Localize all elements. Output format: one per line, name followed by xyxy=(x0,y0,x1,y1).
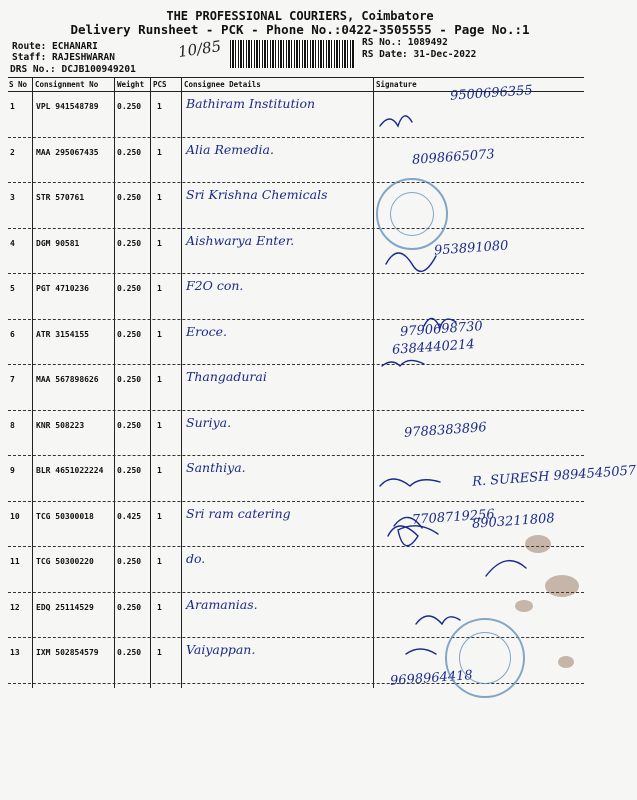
cell-pcs: 1 xyxy=(157,102,162,111)
cell-signature-handwritten: R. SURESH 9894545057 xyxy=(471,462,637,490)
cell-pcs: 1 xyxy=(157,648,162,657)
cell-consignment-no: KNR 508223 xyxy=(36,420,85,430)
rs-date: RS Date: 31-Dec-2022 xyxy=(362,49,477,60)
cell-pcs: 1 xyxy=(157,329,162,339)
barcode xyxy=(230,40,355,68)
cell-pcs: 1 xyxy=(157,147,162,157)
cell-consignee-handwritten: Alia Remedia. xyxy=(186,141,274,157)
cell-sno: 7 xyxy=(10,375,15,384)
cell-weight: 0.250 xyxy=(117,193,142,202)
table-top-rule xyxy=(8,77,584,78)
column-header-sno: S No xyxy=(9,80,28,89)
cell-weight: 0.250 xyxy=(117,238,142,248)
cell-sno: 10 xyxy=(10,511,20,521)
cell-consignee-handwritten: Vaiyappan. xyxy=(186,642,256,657)
cell-consignee-handwritten: Bathiram Institution xyxy=(186,96,316,111)
cell-sno: 2 xyxy=(10,147,15,157)
cell-signature-handwritten: 7708719256 xyxy=(411,507,496,528)
column-header-weight: Weight xyxy=(117,80,145,89)
column-header-consignment: Consignment No xyxy=(35,80,99,89)
cell-pcs: 1 xyxy=(157,466,162,475)
cell-weight: 0.250 xyxy=(117,466,142,475)
cell-weight: 0.425 xyxy=(117,511,142,521)
cell-consignment-no: VPL 941548789 xyxy=(36,102,99,111)
column-header-consignee: Consignee Details xyxy=(184,80,261,89)
cell-consignment-no: MAA 295067435 xyxy=(36,147,99,157)
cell-consignee-handwritten: F2O con. xyxy=(186,278,244,293)
cell-sno: 6 xyxy=(10,329,15,339)
cell-pcs: 1 xyxy=(157,284,162,293)
cell-consignment-no: TCG 50300018 xyxy=(36,511,94,521)
cell-sno: 9 xyxy=(10,466,15,475)
cell-consignment-no: EDQ 25114529 xyxy=(36,602,94,612)
column-divider xyxy=(181,78,182,688)
cell-consignment-no: BLR 4651022224 xyxy=(36,466,104,475)
column-divider xyxy=(114,78,115,688)
cell-weight: 0.250 xyxy=(117,602,142,612)
cell-weight: 0.250 xyxy=(117,329,142,339)
column-header-pcs: PCS xyxy=(153,80,167,89)
cell-signature-handwritten: 9698964418 xyxy=(389,667,474,689)
column-divider xyxy=(373,78,374,688)
cell-signature-handwritten: 953891080 xyxy=(433,237,509,259)
staff-label: Staff: RAJESHWARAN xyxy=(12,52,115,63)
cell-pcs: 1 xyxy=(157,511,162,521)
cell-consignee-handwritten: Eroce. xyxy=(186,323,227,339)
column-header-signature: Signature xyxy=(376,80,417,89)
cell-sno: 4 xyxy=(10,238,15,248)
column-divider xyxy=(32,78,33,688)
cell-sno: 13 xyxy=(10,648,20,657)
cell-consignee-handwritten: Suriya. xyxy=(186,414,232,430)
cell-consignee-handwritten: do. xyxy=(186,551,206,566)
cell-consignee-handwritten: Aishwarya Enter. xyxy=(186,232,295,248)
route-label: Route: ECHANARI xyxy=(12,41,98,52)
cell-consignment-no: ATR 3154155 xyxy=(36,329,89,339)
cell-consignment-no: PGT 4710236 xyxy=(36,284,89,293)
cell-consignment-no: MAA 567898626 xyxy=(36,375,99,384)
cell-consignee-handwritten: Thangadurai xyxy=(186,369,267,384)
cell-pcs: 1 xyxy=(157,557,162,566)
cell-pcs: 1 xyxy=(157,602,162,612)
cell-consignee-handwritten: Aramanias. xyxy=(186,596,258,612)
column-divider xyxy=(150,78,151,688)
runsheet-title: Delivery Runsheet - PCK - Phone No.:0422-3505555 - Page No.:1 xyxy=(70,22,530,37)
cell-consignment-no: TCG 50300220 xyxy=(36,557,94,566)
cell-consignee-handwritten: Sri ram catering xyxy=(186,505,291,521)
cell-weight: 0.250 xyxy=(117,147,142,157)
cell-sno: 11 xyxy=(10,557,20,566)
cell-consignment-no: DGM 90581 xyxy=(36,238,80,248)
cell-weight: 0.250 xyxy=(117,648,142,657)
cell-sno: 12 xyxy=(10,602,20,612)
cell-signature-handwritten: 9790698730 xyxy=(399,319,484,340)
cell-sno: 3 xyxy=(10,193,15,202)
cell-signature-handwritten: 9500696355 xyxy=(449,83,534,104)
cell-pcs: 1 xyxy=(157,375,162,384)
cell-weight: 0.250 xyxy=(117,284,142,293)
cell-consignment-no: STR 570761 xyxy=(36,193,85,202)
cell-pcs: 1 xyxy=(157,193,162,202)
cell-weight: 0.250 xyxy=(117,375,142,384)
drs-number: DRS No.: DCJB100949201 xyxy=(10,64,136,75)
cell-sno: 5 xyxy=(10,284,15,293)
company-title: THE PROFESSIONAL COURIERS, Coimbatore xyxy=(166,9,434,23)
cell-consignee-handwritten: Santhiya. xyxy=(186,460,246,475)
cell-sno: 1 xyxy=(10,102,15,111)
cell-signature-handwritten: 6384440214 xyxy=(391,336,476,358)
cell-pcs: 1 xyxy=(157,238,162,248)
cell-weight: 0.250 xyxy=(117,420,142,430)
cell-consignment-no: IXM 502854579 xyxy=(36,648,99,657)
handwritten-count: 10/85 xyxy=(176,37,223,61)
rs-number: RS No.: 1089492 xyxy=(362,37,448,48)
cell-weight: 0.250 xyxy=(117,557,142,566)
cell-consignee-handwritten: Sri Krishna Chemicals xyxy=(186,187,328,202)
cell-sno: 8 xyxy=(10,420,15,430)
cell-pcs: 1 xyxy=(157,420,162,430)
cell-signature-handwritten: 8903211808 xyxy=(471,510,556,532)
cell-weight: 0.250 xyxy=(117,102,142,111)
cell-signature-handwritten: 9788383896 xyxy=(403,420,488,441)
signature-scribbles xyxy=(376,96,596,696)
cell-signature-handwritten: 8098665073 xyxy=(411,146,496,168)
